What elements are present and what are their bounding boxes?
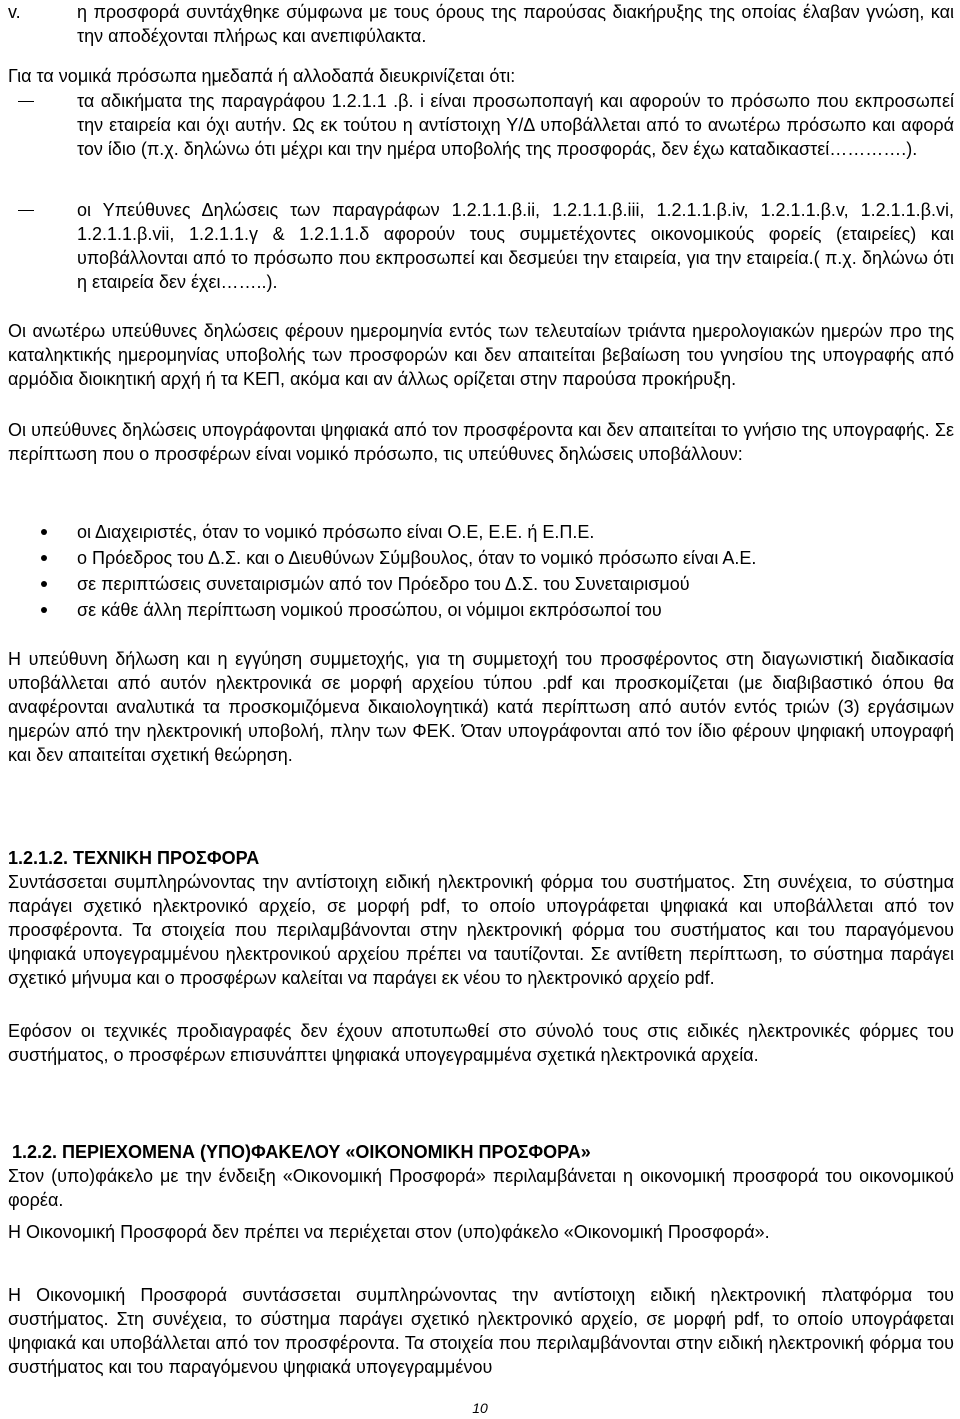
bullet-dot [41,555,47,561]
bullet-dot [41,581,47,587]
dash-item-1: τα αδικήματα της παραγράφου 1.2.1.1 .β. i είναι προσωποπαγή και αφορούν το πρόσωπο που εκπροσωπεί την εταιρεία και όχι αυτήν. Ως εκ τούτου η αντίστοιχη Υ/Δ υποβάλλεται από το ανωτέρω πρόσωπο και αφορά τον ίδιο (π.χ. δηλώνω ότι μέχρι και την ημέρα υποβολής της προσφοράς, δεν έχω καταδικαστεί………….). [77,91,954,159]
bullet-item-4: σε κάθε άλλη περίπτωση νομικού προσώπου, οι νόμιμοι εκπρόσωποί του [77,600,662,620]
bullet-item-2: ο Πρόεδρος του Δ.Σ. και ο Διευθύνων Σύμβουλος, όταν το νομικό πρόσωπο είναι Α.Ε. [77,548,757,568]
section-heading-financial-offer: 1.2.2. ΠΕΡΙΕΧΟΜΕΝΑ (ΥΠΟ)ΦΑΚΕΛΟΥ «ΟΙΚΟΝΟΜΙΚΗ ΠΡΟΣΦΟΡΑ» [12,1142,591,1162]
paragraph-dates: Οι ανωτέρω υπεύθυνες δηλώσεις φέρουν ημερομηνία εντός των τελευταίων τριάντα ημερολογιακών ημερών προ της καταληκτικής ημερομηνίας υποβολής των προσφορών και δεν απαιτείται βεβαίωση του γνησίου της υπογραφής από αρμόδια διοικητική αρχή ή τα ΚΕΠ, ακόμα και αν άλλως ορίζεται στην παρούσα προκήρυξη. [8,321,954,389]
paragraph-guarantee: Η υπεύθυνη δήλωση και η εγγύηση συμμετοχής, για τη συμμετοχή του προσφέροντος στη διαγωνιστική διαδικασία υποβάλλεται από αυτόν ηλεκτρονικά σε μορφή αρχείου τύπου .pdf και προσκομίζεται (με διαβιβαστικό όπου θα αναφέρονται αναλυτικά τα προσκομιζόμενα δικαιολογητικά) κατά περίπτωση από αυτόν εντός τριών (3) εργάσιμων ημερών από την ηλεκτρονική υποβολή, πλην των ΦΕΚ. Όταν υπογράφονται από τον ίδιο φέρουν ψηφιακή υπογραφή και δεν απαιτείται σχετική θεώρηση. [8,649,954,765]
financial-offer-paragraph-3: Η Οικονομική Προσφορά συντάσσεται συμπληρώνοντας την αντίστοιχη ειδική ηλεκτρονική πλατφόρμα του συστήματος. Στη συνέχεια, το σύστημα παράγει σχετικό ηλεκτρονικό αρχείο, σε μορφή pdf, το οποίο υπογράφεται ψηφιακά και υποβάλλεται από τον προσφέροντα. Τα στοιχεία που περιλαμβάνονται στην ειδική ηλεκτρονική φόρμα του συστήματος και του παραγόμενου ψηφιακά υπογεγραμμένου [8,1285,954,1377]
dash-marker [18,101,34,102]
paragraph-signatures: Οι υπεύθυνες δηλώσεις υπογράφονται ψηφιακά από τον προσφέροντα και δεν απαιτείται το γνήσιο της υπογραφής. Σε περίπτωση που ο προσφέρων είναι νομικό πρόσωπο, τις υπεύθυνες δηλώσεις υποβάλλουν: [8,420,954,464]
item-v-text: η προσφορά συντάχθηκε σύμφωνα με τους όρους της παρούσας διακήρυξης της οποίας έλαβαν γνώση, και την αποδέχονται πλήρως και ανεπιφύλακτα. [77,2,954,46]
bullet-item-1: οι Διαχειριστές, όταν το νομικό πρόσωπο είναι Ο.Ε, Ε.Ε. ή Ε.Π.Ε. [77,522,595,542]
legal-entities-intro: Για τα νομικά πρόσωπα ημεδαπά ή αλλοδαπά διευκρινίζεται ότι: [8,66,516,86]
dash-marker [18,210,34,211]
technical-offer-paragraph-1: Συντάσσεται συμπληρώνοντας την αντίστοιχη ειδική ηλεκτρονική φόρμα του συστήματος. Στη συνέχεια, το σύστημα παράγει σχετικό ηλεκτρονικό αρχείο, σε μορφή pdf, το οποίο υπογράφεται ψηφιακά και υποβάλλεται από τον προσφέροντα. Τα στοιχεία που περιλαμβάνονται στην ηλεκτρονική φόρμα του συστήματος και του παραγόμενου ψηφιακά υπογεγραμμένου ηλεκτρονικού αρχείου πρέπει να ταυτίζονται. Σε αντίθετη περίπτωση, το σύστημα παράγει σχετικό μήνυμα και ο προσφέρων καλείται να παράγει εκ νέου το ηλεκτρονικό αρχείο pdf. [8,872,954,988]
bullet-dot [41,529,47,535]
section-heading-technical-offer: 1.2.1.2. ΤΕΧΝΙΚΗ ΠΡΟΣΦΟΡΑ [8,848,260,868]
technical-offer-paragraph-2: Εφόσον οι τεχνικές προδιαγραφές δεν έχουν αποτυπωθεί στο σύνολό τους στις ειδικές ηλεκτρονικές φόρμες του συστήματος, ο προσφέρων επισυνάπτει ψηφιακά υπογεγραμμένα σχετικά ηλεκτρονικά αρχεία. [8,1021,954,1065]
financial-offer-paragraph-1: Στον (υπο)φάκελο με την ένδειξη «Οικονομική Προσφορά» περιλαμβάνεται η οικονομική προσφορά του οικονομικού φορέα. [8,1166,954,1210]
bullet-item-3: σε περιπτώσεις συνεταιρισμών από τον Πρόεδρο του Δ.Σ. του Συνεταιρισμού [77,574,690,594]
bullet-dot [41,607,47,613]
financial-offer-paragraph-2: Η Οικονομική Προσφορά δεν πρέπει να περιέχεται στον (υπο)φάκελο «Οικονομική Προσφορά». [8,1222,770,1242]
page-number: 10 [472,1400,488,1416]
dash-item-2: οι Υπεύθυνες Δηλώσεις των παραγράφων 1.2.1.1.β.ii, 1.2.1.1.β.iii, 1.2.1.1.β.iv, 1.2.1.1.β.v, 1.2.1.1.β.vi, 1.2.1.1.β.vii, 1.2.1.1.γ & 1.2.1.1.δ αφορούν τους συμμετέχοντες οικονομικούς φορείς (εταιρείες) και υποβάλλονται από το πρόσωπο που εκπροσωπεί και δεσμεύει την εταιρεία, για την εταιρεία.( π.χ. δηλώνω ότι η εταιρεία δεν έχει……..). [77,200,954,292]
list-marker-v: v. [8,2,21,22]
